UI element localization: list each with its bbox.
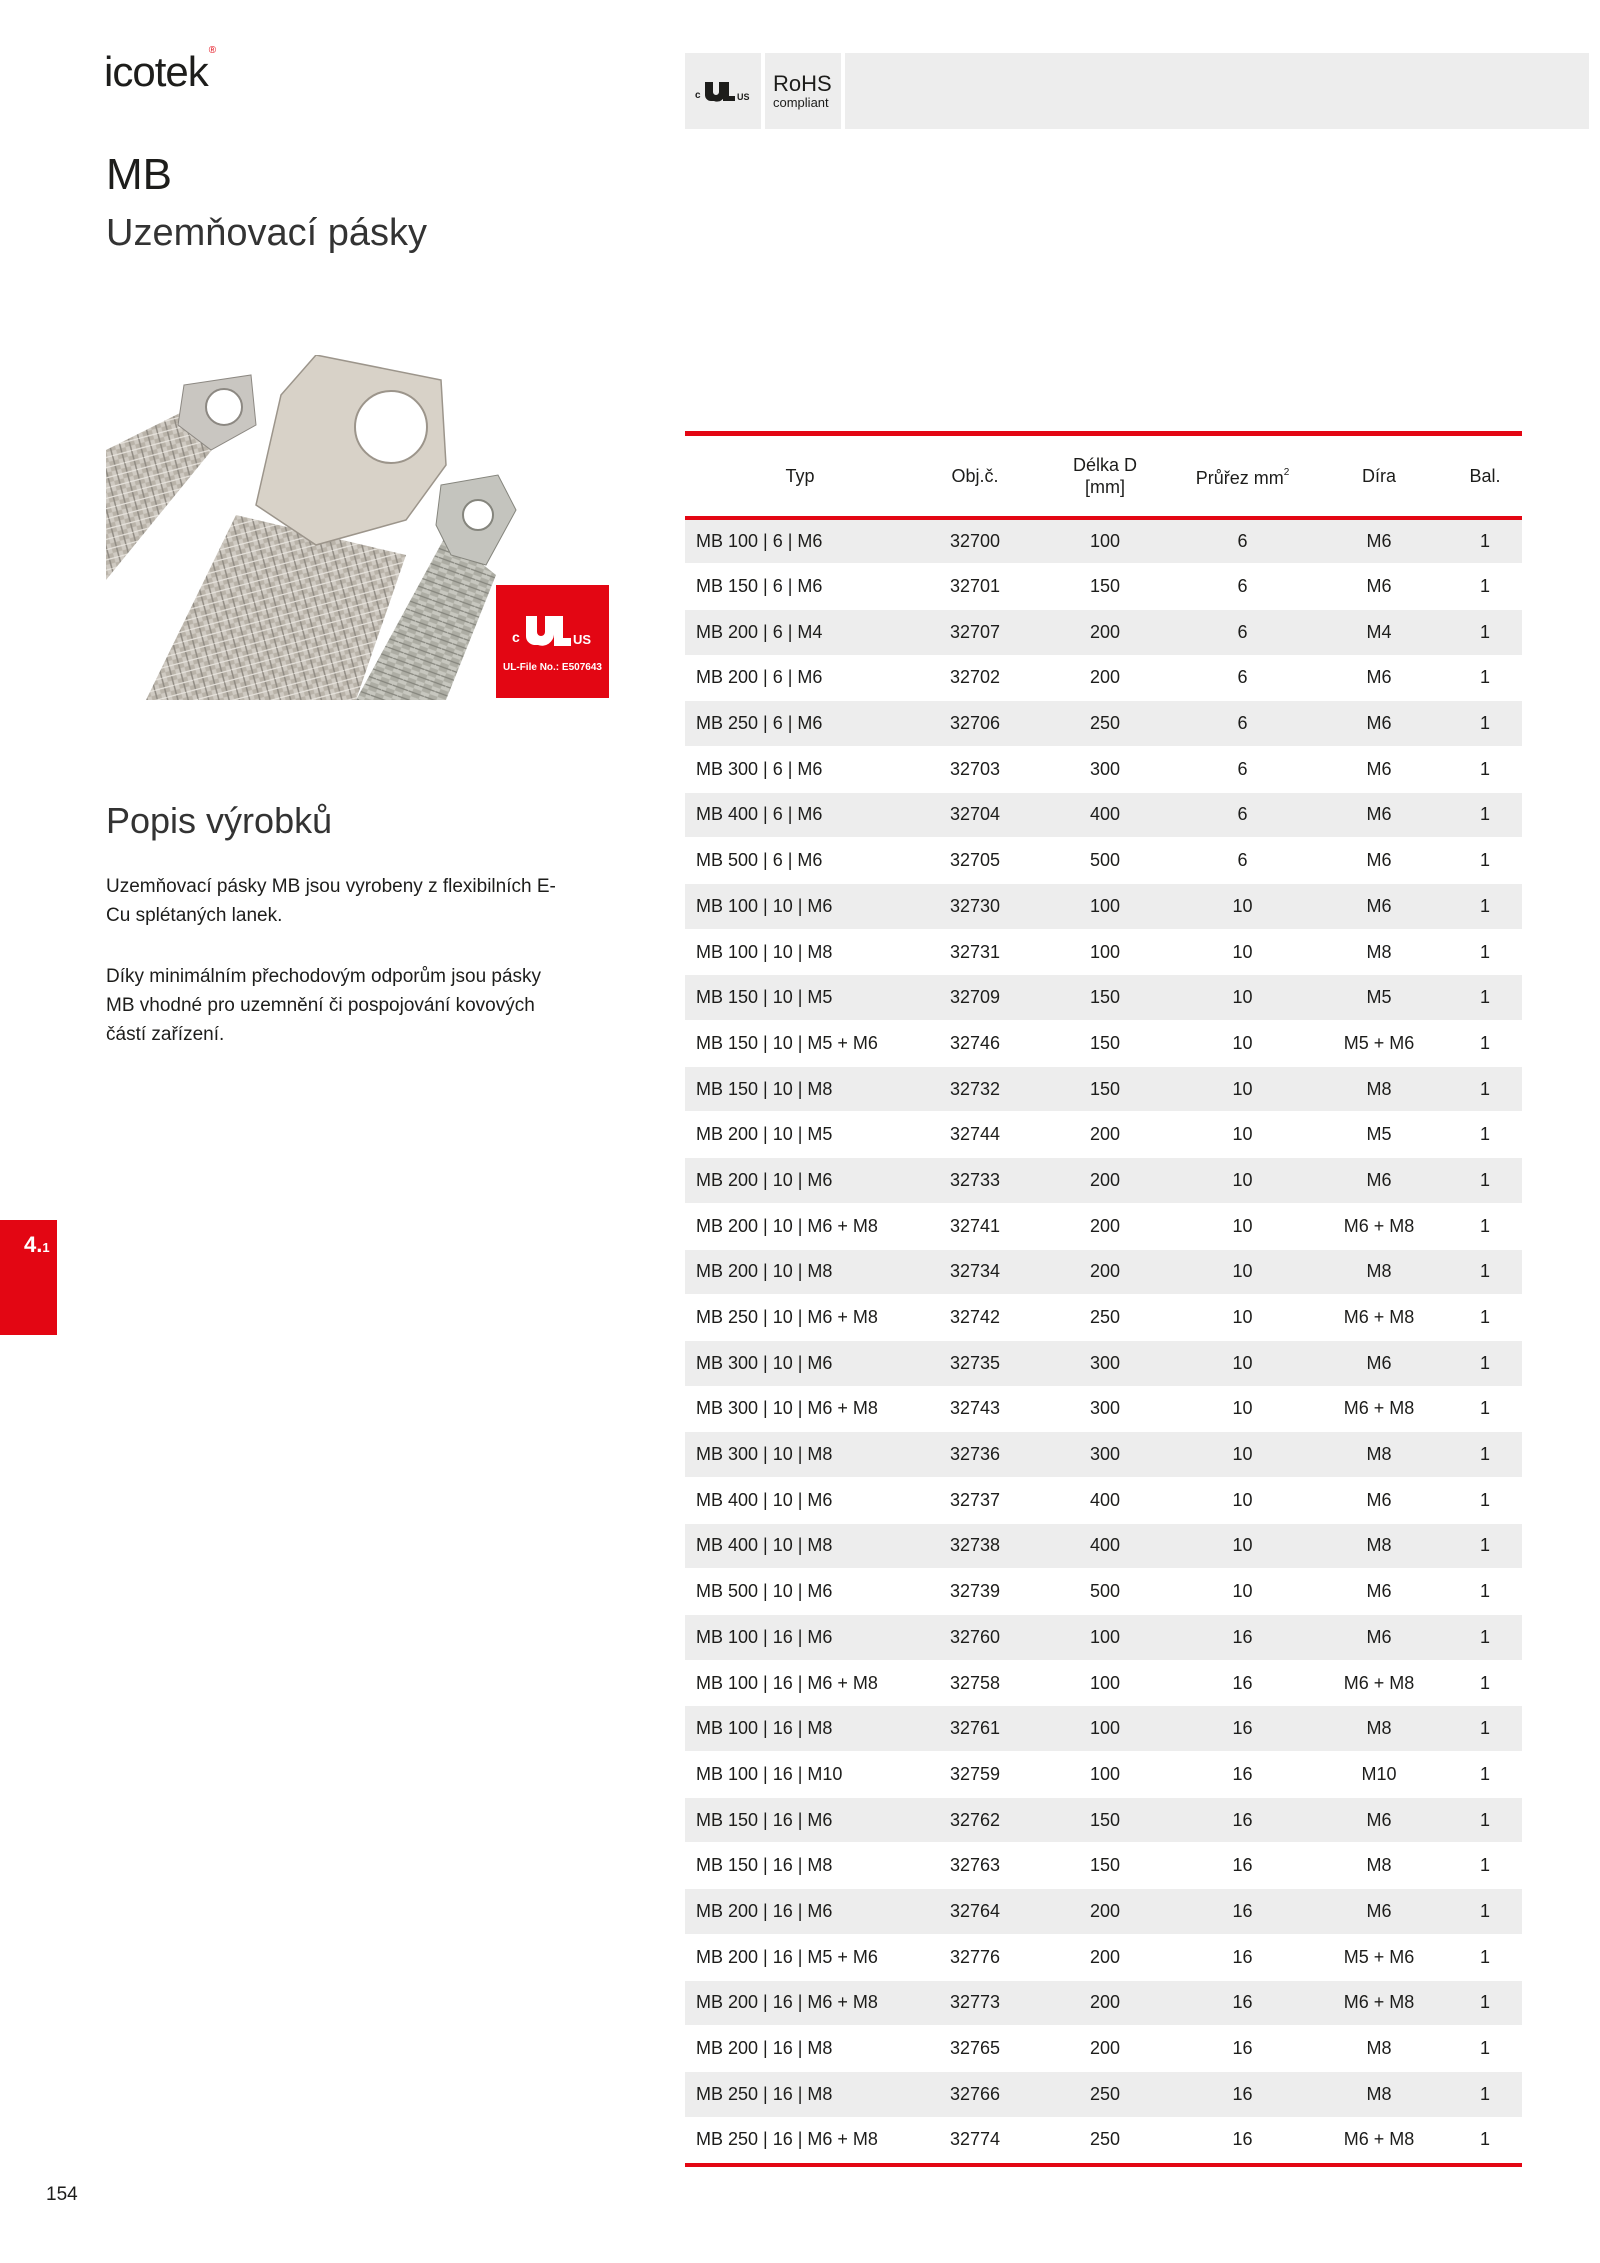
column-header-typ: Typ <box>785 466 815 486</box>
cell-delka: 200 <box>1035 1112 1175 1158</box>
column-header-bal: Bal. <box>1469 466 1501 486</box>
table-row <box>685 975 1522 1021</box>
cell-dira: M8 <box>1310 2026 1448 2072</box>
cell-bal: 1 <box>1448 1386 1522 1432</box>
cell-bal: 1 <box>1448 884 1522 930</box>
cell-prurez: 6 <box>1175 746 1310 792</box>
cell-prurez: 10 <box>1175 1112 1310 1158</box>
cell-bal: 1 <box>1448 1615 1522 1661</box>
cell-delka: 150 <box>1035 1021 1175 1067</box>
description-paragraph-2: Díky minimálním přechodovým odporům jsou pásky MB vhodné pro uzemnění či pospojování kovových částí zařízení. <box>106 966 542 1045</box>
cell-obj: 32738 <box>915 1523 1035 1569</box>
cell-typ: MB 150 | 10 | M5 <box>685 975 915 1021</box>
cell-bal: 1 <box>1448 838 1522 884</box>
cell-typ: MB 200 | 6 | M4 <box>685 609 915 655</box>
cell-dira: M6 + M8 <box>1310 1386 1448 1432</box>
cell-prurez: 10 <box>1175 1021 1310 1067</box>
table-row <box>685 1066 1522 1112</box>
cell-typ: MB 100 | 16 | M6 <box>685 1615 915 1661</box>
cell-bal: 1 <box>1448 975 1522 1021</box>
cell-delka: 100 <box>1035 1615 1175 1661</box>
cell-bal: 1 <box>1448 1843 1522 1889</box>
cell-bal: 1 <box>1448 1934 1522 1980</box>
cell-obj: 32701 <box>915 564 1035 610</box>
cell-obj: 32706 <box>915 701 1035 747</box>
cell-obj: 32709 <box>915 975 1035 1021</box>
cell-dira: M6 <box>1310 1615 1448 1661</box>
svg-text:c: c <box>511 629 520 645</box>
table-row <box>685 1203 1522 1249</box>
cell-prurez: 6 <box>1175 792 1310 838</box>
cell-bal: 1 <box>1448 1477 1522 1523</box>
table-row <box>685 1249 1522 1295</box>
cell-prurez: 6 <box>1175 564 1310 610</box>
cell-prurez: 16 <box>1175 1706 1310 1752</box>
cell-typ: MB 400 | 10 | M8 <box>685 1523 915 1569</box>
cell-delka: 300 <box>1035 1340 1175 1386</box>
table-row <box>685 564 1522 610</box>
cell-delka: 100 <box>1035 1752 1175 1798</box>
cell-delka: 150 <box>1035 1066 1175 1112</box>
cell-delka: 250 <box>1035 701 1175 747</box>
cell-dira: M8 <box>1310 1706 1448 1752</box>
cell-delka: 100 <box>1035 884 1175 930</box>
ul-listed-icon <box>693 76 753 106</box>
column-header-delka-line1: Délka D <box>1072 455 1138 475</box>
cell-prurez: 10 <box>1175 929 1310 975</box>
table-row <box>685 1934 1522 1980</box>
cell-dira: M5 <box>1310 975 1448 1021</box>
cell-delka: 100 <box>1035 929 1175 975</box>
cell-prurez: 10 <box>1175 1249 1310 1295</box>
cell-obj: 32746 <box>915 1021 1035 1067</box>
cell-obj: 32741 <box>915 1203 1035 1249</box>
ul-logo-icon <box>510 610 596 656</box>
cell-typ: MB 200 | 10 | M6 + M8 <box>685 1203 915 1249</box>
ul-badge <box>496 585 609 698</box>
cell-dira: M6 <box>1310 792 1448 838</box>
cell-bal: 1 <box>1448 1432 1522 1478</box>
cell-bal: 1 <box>1448 1980 1522 2026</box>
cell-delka: 200 <box>1035 655 1175 701</box>
cell-delka: 150 <box>1035 975 1175 1021</box>
cell-delka: 400 <box>1035 792 1175 838</box>
table-row <box>685 2071 1522 2117</box>
cell-dira: M6 <box>1310 655 1448 701</box>
cell-bal: 1 <box>1448 1021 1522 1067</box>
cell-dira: M6 <box>1310 1340 1448 1386</box>
cell-dira: M5 + M6 <box>1310 1934 1448 1980</box>
cell-dira: M6 + M8 <box>1310 1203 1448 1249</box>
cell-delka: 200 <box>1035 1249 1175 1295</box>
cell-bal: 1 <box>1448 1295 1522 1341</box>
page-number: 154 <box>46 2184 78 2205</box>
cell-bal: 1 <box>1448 701 1522 747</box>
ul-file-number: UL-File No.: E507643 <box>503 662 602 673</box>
cell-bal: 1 <box>1448 792 1522 838</box>
cell-typ: MB 250 | 10 | M6 + M8 <box>685 1295 915 1341</box>
cell-bal: 1 <box>1448 1889 1522 1935</box>
table-row <box>685 1980 1522 2026</box>
cell-dira: M6 <box>1310 564 1448 610</box>
cell-dira: M6 <box>1310 884 1448 930</box>
cell-prurez: 6 <box>1175 838 1310 884</box>
cell-delka: 400 <box>1035 1477 1175 1523</box>
cell-obj: 32742 <box>915 1295 1035 1341</box>
cell-obj: 32774 <box>915 2117 1035 2163</box>
product-table-container <box>685 431 1522 2167</box>
cell-obj: 32732 <box>915 1066 1035 1112</box>
cell-dira: M8 <box>1310 1843 1448 1889</box>
cell-prurez: 16 <box>1175 1889 1310 1935</box>
cell-bal: 1 <box>1448 655 1522 701</box>
cell-bal: 1 <box>1448 1523 1522 1569</box>
cell-dira: M8 <box>1310 1432 1448 1478</box>
cell-delka: 100 <box>1035 1706 1175 1752</box>
cell-delka: 200 <box>1035 1889 1175 1935</box>
cell-typ: MB 100 | 10 | M8 <box>685 929 915 975</box>
cell-delka: 400 <box>1035 1523 1175 1569</box>
cell-bal: 1 <box>1448 1203 1522 1249</box>
cell-obj: 32765 <box>915 2026 1035 2072</box>
cell-typ: MB 100 | 6 | M6 <box>685 518 915 564</box>
table-row <box>685 746 1522 792</box>
table-row <box>685 1797 1522 1843</box>
table-row <box>685 1523 1522 1569</box>
cell-dira: M6 <box>1310 701 1448 747</box>
cell-obj: 32758 <box>915 1660 1035 1706</box>
cell-dira: M8 <box>1310 2071 1448 2117</box>
column-header-prurez-sup: 2 <box>1283 466 1290 478</box>
cell-obj: 32739 <box>915 1569 1035 1615</box>
cell-delka: 200 <box>1035 609 1175 655</box>
ul-certification-icon <box>685 53 761 129</box>
cell-bal: 1 <box>1448 1249 1522 1295</box>
cell-typ: MB 150 | 16 | M6 <box>685 1797 915 1843</box>
cell-obj: 32773 <box>915 1980 1035 2026</box>
cell-obj: 32763 <box>915 1843 1035 1889</box>
cell-obj: 32743 <box>915 1386 1035 1432</box>
table-row <box>685 1386 1522 1432</box>
cell-prurez: 10 <box>1175 1523 1310 1569</box>
cell-typ: MB 400 | 10 | M6 <box>685 1477 915 1523</box>
cell-typ: MB 150 | 10 | M8 <box>685 1066 915 1112</box>
cell-prurez: 16 <box>1175 1615 1310 1661</box>
cell-dira: M6 + M8 <box>1310 1660 1448 1706</box>
cell-dira: M6 <box>1310 1158 1448 1204</box>
page-subtitle: Uzemňovací pásky <box>106 212 428 254</box>
cell-dira: M10 <box>1310 1752 1448 1798</box>
column-header-dira: Díra <box>1361 466 1396 486</box>
cell-typ: MB 500 | 10 | M6 <box>685 1569 915 1615</box>
cell-delka: 150 <box>1035 564 1175 610</box>
table-row <box>685 929 1522 975</box>
cell-prurez: 10 <box>1175 884 1310 930</box>
cell-typ: MB 300 | 6 | M6 <box>685 746 915 792</box>
cell-bal: 1 <box>1448 609 1522 655</box>
page-title: MB <box>106 150 172 199</box>
cell-dira: M8 <box>1310 1523 1448 1569</box>
cell-prurez: 16 <box>1175 1797 1310 1843</box>
cell-typ: MB 300 | 10 | M6 <box>685 1340 915 1386</box>
cell-bal: 1 <box>1448 2026 1522 2072</box>
table-row <box>685 1569 1522 1615</box>
cell-typ: MB 150 | 6 | M6 <box>685 564 915 610</box>
cell-dira: M8 <box>1310 1249 1448 1295</box>
cell-dira: M6 + M8 <box>1310 2117 1448 2163</box>
cell-obj: 32703 <box>915 746 1035 792</box>
cell-typ: MB 200 | 16 | M6 <box>685 1889 915 1935</box>
cell-delka: 300 <box>1035 1432 1175 1478</box>
cell-prurez: 16 <box>1175 1934 1310 1980</box>
cell-bal: 1 <box>1448 1752 1522 1798</box>
cell-bal: 1 <box>1448 1066 1522 1112</box>
cell-bal: 1 <box>1448 564 1522 610</box>
cell-dira: M6 <box>1310 1477 1448 1523</box>
cell-delka: 200 <box>1035 1980 1175 2026</box>
cell-typ: MB 100 | 16 | M10 <box>685 1752 915 1798</box>
description-heading: Popis výrobků <box>106 800 333 841</box>
cell-obj: 32702 <box>915 655 1035 701</box>
table-row <box>685 1432 1522 1478</box>
cell-typ: MB 200 | 6 | M6 <box>685 655 915 701</box>
product-table <box>685 436 1522 2163</box>
cell-typ: MB 400 | 6 | M6 <box>685 792 915 838</box>
table-row <box>685 1295 1522 1341</box>
table-row <box>685 1660 1522 1706</box>
cell-dira: M8 <box>1310 1066 1448 1112</box>
cell-delka: 150 <box>1035 1797 1175 1843</box>
table-row <box>685 1021 1522 1067</box>
cell-dira: M6 <box>1310 746 1448 792</box>
table-row <box>685 1843 1522 1889</box>
cell-prurez: 10 <box>1175 1340 1310 1386</box>
column-header-delka-line2: [mm] <box>1085 477 1125 497</box>
cell-typ: MB 500 | 6 | M6 <box>685 838 915 884</box>
table-row <box>685 1752 1522 1798</box>
cell-dira: M6 <box>1310 1797 1448 1843</box>
cell-bal: 1 <box>1448 1660 1522 1706</box>
table-row <box>685 701 1522 747</box>
cell-prurez: 16 <box>1175 1843 1310 1889</box>
cell-prurez: 10 <box>1175 1295 1310 1341</box>
cell-delka: 500 <box>1035 838 1175 884</box>
cell-prurez: 10 <box>1175 1066 1310 1112</box>
brand-logo <box>104 45 216 96</box>
cell-typ: MB 200 | 16 | M6 + M8 <box>685 1980 915 2026</box>
cell-prurez: 6 <box>1175 655 1310 701</box>
cell-obj: 32776 <box>915 1934 1035 1980</box>
cell-bal: 1 <box>1448 1158 1522 1204</box>
cell-delka: 200 <box>1035 1934 1175 1980</box>
cell-obj: 32733 <box>915 1158 1035 1204</box>
rohs-certification <box>765 53 841 129</box>
cell-obj: 32707 <box>915 609 1035 655</box>
cell-delka: 200 <box>1035 1203 1175 1249</box>
cell-prurez: 10 <box>1175 975 1310 1021</box>
cell-obj: 32766 <box>915 2071 1035 2117</box>
cell-typ: MB 200 | 10 | M5 <box>685 1112 915 1158</box>
cell-delka: 100 <box>1035 1660 1175 1706</box>
cell-prurez: 10 <box>1175 1203 1310 1249</box>
certification-bar <box>685 53 1589 129</box>
cell-prurez: 16 <box>1175 1660 1310 1706</box>
table-row <box>685 1889 1522 1935</box>
column-header-delka <box>1035 436 1175 518</box>
column-header-prurez <box>1175 436 1310 518</box>
cell-dira: M5 <box>1310 1112 1448 1158</box>
cell-typ: MB 100 | 16 | M6 + M8 <box>685 1660 915 1706</box>
cell-prurez: 6 <box>1175 701 1310 747</box>
table-header-row <box>685 436 1522 518</box>
cell-typ: MB 150 | 16 | M8 <box>685 1843 915 1889</box>
table-row <box>685 792 1522 838</box>
certification-bar-filler <box>845 53 1589 129</box>
rohs-label: RoHS <box>773 71 832 96</box>
table-row <box>685 884 1522 930</box>
cell-prurez: 16 <box>1175 1752 1310 1798</box>
cell-obj: 32731 <box>915 929 1035 975</box>
cell-bal: 1 <box>1448 2071 1522 2117</box>
registered-mark: ® <box>208 45 216 56</box>
rohs-compliant-label: compliant <box>773 95 829 110</box>
cell-dira: M6 <box>1310 518 1448 564</box>
cell-delka: 200 <box>1035 1158 1175 1204</box>
table-row <box>685 1340 1522 1386</box>
cell-delka: 250 <box>1035 1295 1175 1341</box>
cell-dira: M8 <box>1310 929 1448 975</box>
table-bottom-rule <box>685 2163 1522 2167</box>
cell-obj: 32704 <box>915 792 1035 838</box>
brand-logo-text: icotek <box>104 48 208 95</box>
cell-prurez: 10 <box>1175 1158 1310 1204</box>
table-row <box>685 1477 1522 1523</box>
cell-typ: MB 250 | 16 | M8 <box>685 2071 915 2117</box>
cell-dira: M6 + M8 <box>1310 1295 1448 1341</box>
table-row <box>685 609 1522 655</box>
cell-obj: 32705 <box>915 838 1035 884</box>
cell-obj: 32700 <box>915 518 1035 564</box>
cell-prurez: 16 <box>1175 2117 1310 2163</box>
table-body <box>685 518 1522 2163</box>
cell-typ: MB 250 | 6 | M6 <box>685 701 915 747</box>
cell-prurez: 6 <box>1175 609 1310 655</box>
cell-bal: 1 <box>1448 1569 1522 1615</box>
table-row <box>685 1706 1522 1752</box>
cell-obj: 32737 <box>915 1477 1035 1523</box>
cell-prurez: 16 <box>1175 2026 1310 2072</box>
table-row <box>685 1158 1522 1204</box>
table-row <box>685 1112 1522 1158</box>
cell-bal: 1 <box>1448 518 1522 564</box>
cell-obj: 32744 <box>915 1112 1035 1158</box>
cell-bal: 1 <box>1448 1340 1522 1386</box>
cell-obj: 32764 <box>915 1889 1035 1935</box>
chapter-number-sub: 1 <box>42 1240 50 1255</box>
cell-bal: 1 <box>1448 1706 1522 1752</box>
table-row <box>685 838 1522 884</box>
cell-delka: 250 <box>1035 2117 1175 2163</box>
cell-typ: MB 200 | 10 | M6 <box>685 1158 915 1204</box>
cell-typ: MB 200 | 16 | M8 <box>685 2026 915 2072</box>
cell-delka: 100 <box>1035 518 1175 564</box>
column-header-obj: Obj.č. <box>951 466 999 486</box>
cell-typ: MB 100 | 10 | M6 <box>685 884 915 930</box>
cell-bal: 1 <box>1448 746 1522 792</box>
table-row <box>685 655 1522 701</box>
cell-delka: 150 <box>1035 1843 1175 1889</box>
cell-prurez: 10 <box>1175 1569 1310 1615</box>
description-paragraph-1: Uzemňovací pásky MB jsou vyrobeny z flexibilních E-Cu splétaných lanek. <box>106 876 556 926</box>
cell-typ: MB 200 | 16 | M5 + M6 <box>685 1934 915 1980</box>
cell-typ: MB 100 | 16 | M8 <box>685 1706 915 1752</box>
cell-delka: 200 <box>1035 2026 1175 2072</box>
cell-typ: MB 300 | 10 | M8 <box>685 1432 915 1478</box>
cell-obj: 32734 <box>915 1249 1035 1295</box>
cell-typ: MB 150 | 10 | M5 + M6 <box>685 1021 915 1067</box>
cell-obj: 32762 <box>915 1797 1035 1843</box>
cell-delka: 300 <box>1035 1386 1175 1432</box>
cell-prurez: 16 <box>1175 2071 1310 2117</box>
cell-dira: M6 <box>1310 1889 1448 1935</box>
cell-obj: 32760 <box>915 1615 1035 1661</box>
cell-obj: 32759 <box>915 1752 1035 1798</box>
cell-obj: 32736 <box>915 1432 1035 1478</box>
svg-text:US: US <box>572 632 591 647</box>
cell-delka: 300 <box>1035 746 1175 792</box>
cell-prurez: 10 <box>1175 1477 1310 1523</box>
table-row <box>685 518 1522 564</box>
cell-bal: 1 <box>1448 1112 1522 1158</box>
cell-dira: M6 <box>1310 1569 1448 1615</box>
chapter-tab <box>0 1220 57 1335</box>
table-row <box>685 2026 1522 2072</box>
cell-dira: M5 + M6 <box>1310 1021 1448 1067</box>
cell-delka: 250 <box>1035 2071 1175 2117</box>
cell-dira: M4 <box>1310 609 1448 655</box>
cell-prurez: 10 <box>1175 1386 1310 1432</box>
cell-prurez: 16 <box>1175 1980 1310 2026</box>
chapter-number-main: 4. <box>24 1232 43 1257</box>
svg-text:c: c <box>695 90 701 101</box>
column-header-prurez-text: Průřez mm <box>1195 467 1284 488</box>
cell-obj: 32730 <box>915 884 1035 930</box>
chapter-number <box>24 1232 50 1258</box>
cell-dira: M6 <box>1310 838 1448 884</box>
cell-prurez: 6 <box>1175 518 1310 564</box>
cell-bal: 1 <box>1448 929 1522 975</box>
cell-typ: MB 200 | 10 | M8 <box>685 1249 915 1295</box>
cell-bal: 1 <box>1448 1797 1522 1843</box>
cell-dira: M6 + M8 <box>1310 1980 1448 2026</box>
cell-prurez: 10 <box>1175 1432 1310 1478</box>
cell-bal: 1 <box>1448 2117 1522 2163</box>
cell-obj: 32761 <box>915 1706 1035 1752</box>
cell-typ: MB 250 | 16 | M6 + M8 <box>685 2117 915 2163</box>
table-row <box>685 1615 1522 1661</box>
cell-obj: 32735 <box>915 1340 1035 1386</box>
svg-text:US: US <box>737 92 750 102</box>
cell-delka: 500 <box>1035 1569 1175 1615</box>
cell-typ: MB 300 | 10 | M6 + M8 <box>685 1386 915 1432</box>
table-row <box>685 2117 1522 2163</box>
